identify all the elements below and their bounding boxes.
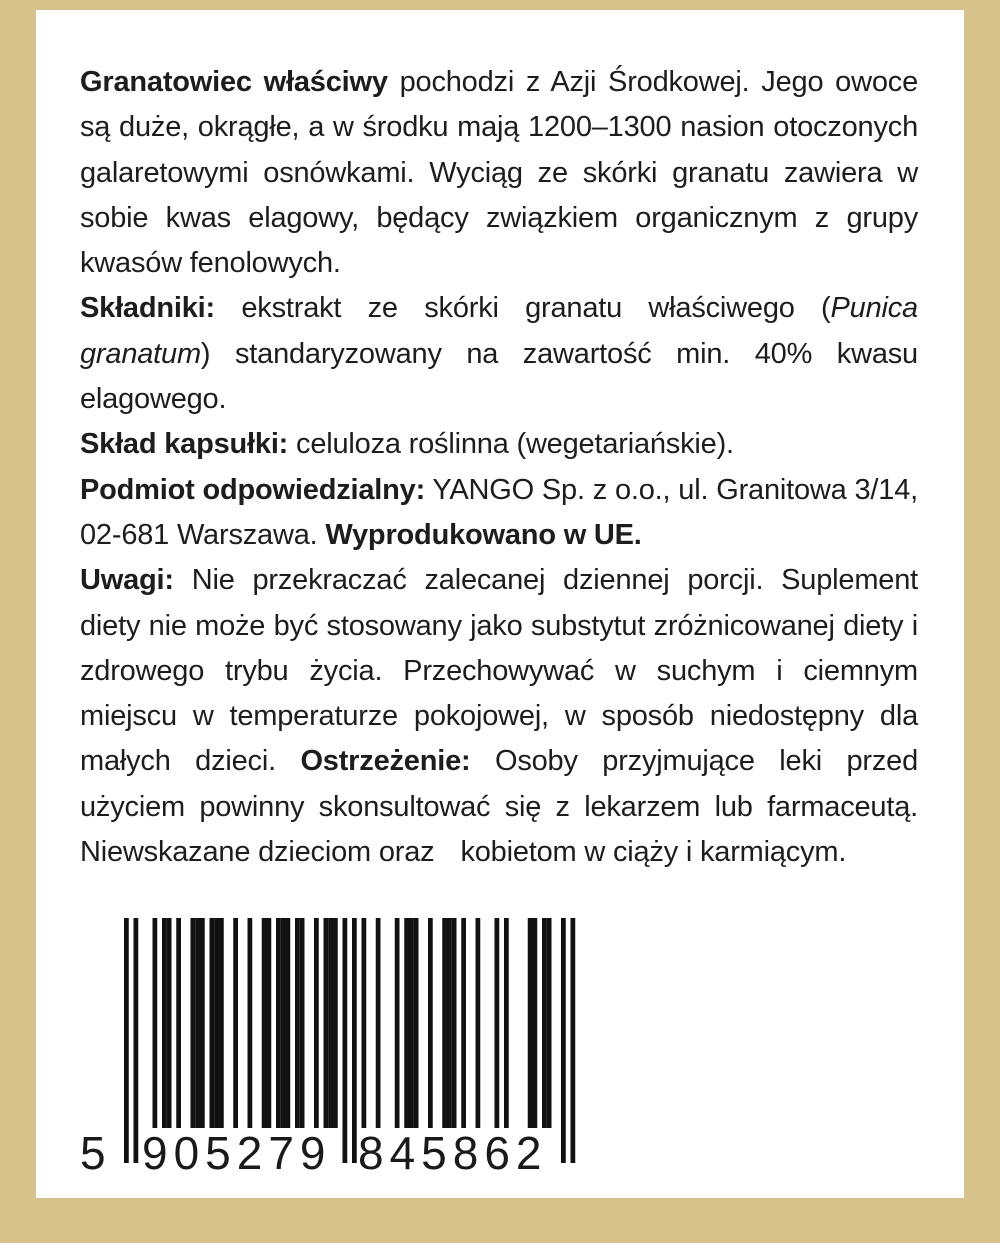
responsible-text: YANGO Sp. z o.o., ul. Granitowa 3/14, 02-681 Warszawa. [80, 473, 918, 551]
barcode-left-group: 905279 [142, 1127, 332, 1179]
responsible-label: Podmiot odpowiedzialny: [80, 473, 426, 506]
barcode-bar [528, 918, 533, 1128]
barcode-bar [162, 918, 167, 1128]
ingredients-text-1: ekstrakt ze skórki granatu właściwego ( [215, 292, 831, 325]
barcode-bar [542, 918, 547, 1128]
barcode-bar [219, 918, 224, 1128]
barcode-bar [191, 918, 196, 1128]
barcode-bar [461, 918, 466, 1128]
barcode-bar [262, 918, 267, 1128]
barcode-bar [376, 918, 381, 1128]
barcode-bar [214, 918, 219, 1128]
notes-paragraph [80, 558, 918, 875]
barcode-bar [395, 918, 400, 1128]
barcode-bar [233, 918, 238, 1128]
barcode-bar [324, 918, 329, 1128]
barcode-bar [314, 918, 319, 1128]
warning-text-2: kobietom w ciąży i karmiącym. [460, 836, 847, 869]
barcode-bar [447, 918, 452, 1128]
barcode-bar [452, 918, 457, 1128]
ingredients-latin-name: Punica granatum [80, 292, 918, 370]
warning-label: Ostrzeżenie: [300, 745, 471, 778]
warning-text-1: Osoby przyjmujące leki przed użyciem powinny skonsultować się z lekarzem lub farmaceutą. Niewskazane dzieciom oraz [80, 745, 919, 869]
made-in-text: Wyprodukowano w UE. [325, 518, 642, 551]
ingredients-paragraph [80, 286, 918, 422]
responsible-paragraph [80, 468, 918, 559]
barcode-bar [248, 918, 253, 1128]
barcode-bar [328, 918, 333, 1128]
notes-label: Uwagi: [80, 564, 174, 597]
label-text [80, 60, 918, 875]
barcode-bar [281, 918, 286, 1128]
barcode-bar [200, 918, 205, 1128]
ean13-barcode [80, 918, 600, 1188]
barcode-bar [153, 918, 158, 1128]
barcode-bar [547, 918, 552, 1128]
barcode-bar [276, 918, 281, 1128]
barcode-digits [80, 1126, 600, 1186]
notes-text: Nie przekraczać zalecanej dziennej porcji. Suplement diety nie może być stosowany jako substytut zróżnicowanej diety i zdrowego trybu życia. Przechowywać w suchym i ciemnym miejscu w temperaturze pokojowej, w sposób niedostępny dla małych dzieci. [80, 564, 918, 778]
capsule-text: celuloza roślinna (wegetariańskie). [288, 428, 734, 461]
ingredients-label: Składniki: [80, 292, 215, 325]
description-paragraph [80, 60, 918, 286]
barcode-bar [176, 918, 181, 1128]
barcode-bar [267, 918, 272, 1128]
barcode-bar [414, 918, 419, 1128]
barcode-bar [533, 918, 538, 1128]
capsule-paragraph [80, 422, 918, 467]
barcode-bar [409, 918, 414, 1128]
barcode-bar [495, 918, 500, 1128]
label-panel [36, 10, 964, 1198]
barcode-first-digit: 5 [80, 1127, 106, 1179]
barcode-right-group: 845862 [358, 1127, 548, 1179]
barcode-bar [428, 918, 433, 1128]
barcode-bar [476, 918, 481, 1128]
barcode-bar [210, 918, 215, 1128]
barcode-bar [300, 918, 305, 1128]
barcode-bar [362, 918, 367, 1128]
description-text: pochodzi z Azji Środkowej. Jego owoce są duże, okrągłe, a w środku mają 1200–1300 nasion otoczonych galaretowymi osnówkami. Wyciąg ze skórki granatu zawiera w sobie kwas elagowy, będący związkiem organicznym z grupy kwasów fenolowych. [80, 66, 918, 280]
barcode-bar [167, 918, 172, 1128]
barcode-bar [295, 918, 300, 1128]
capsule-label: Skład kapsułki: [80, 428, 289, 461]
barcode-bar [404, 918, 409, 1128]
barcode-bar [333, 918, 338, 1128]
ingredients-text-2: ) standaryzowany na zawartość min. 40% kwasu elagowego. [80, 337, 918, 416]
barcode-bar [195, 918, 200, 1128]
barcode-bar [286, 918, 291, 1128]
barcode-bar [504, 918, 509, 1128]
barcode-bar [442, 918, 447, 1128]
product-name: Granatowiec właściwy [80, 66, 388, 98]
